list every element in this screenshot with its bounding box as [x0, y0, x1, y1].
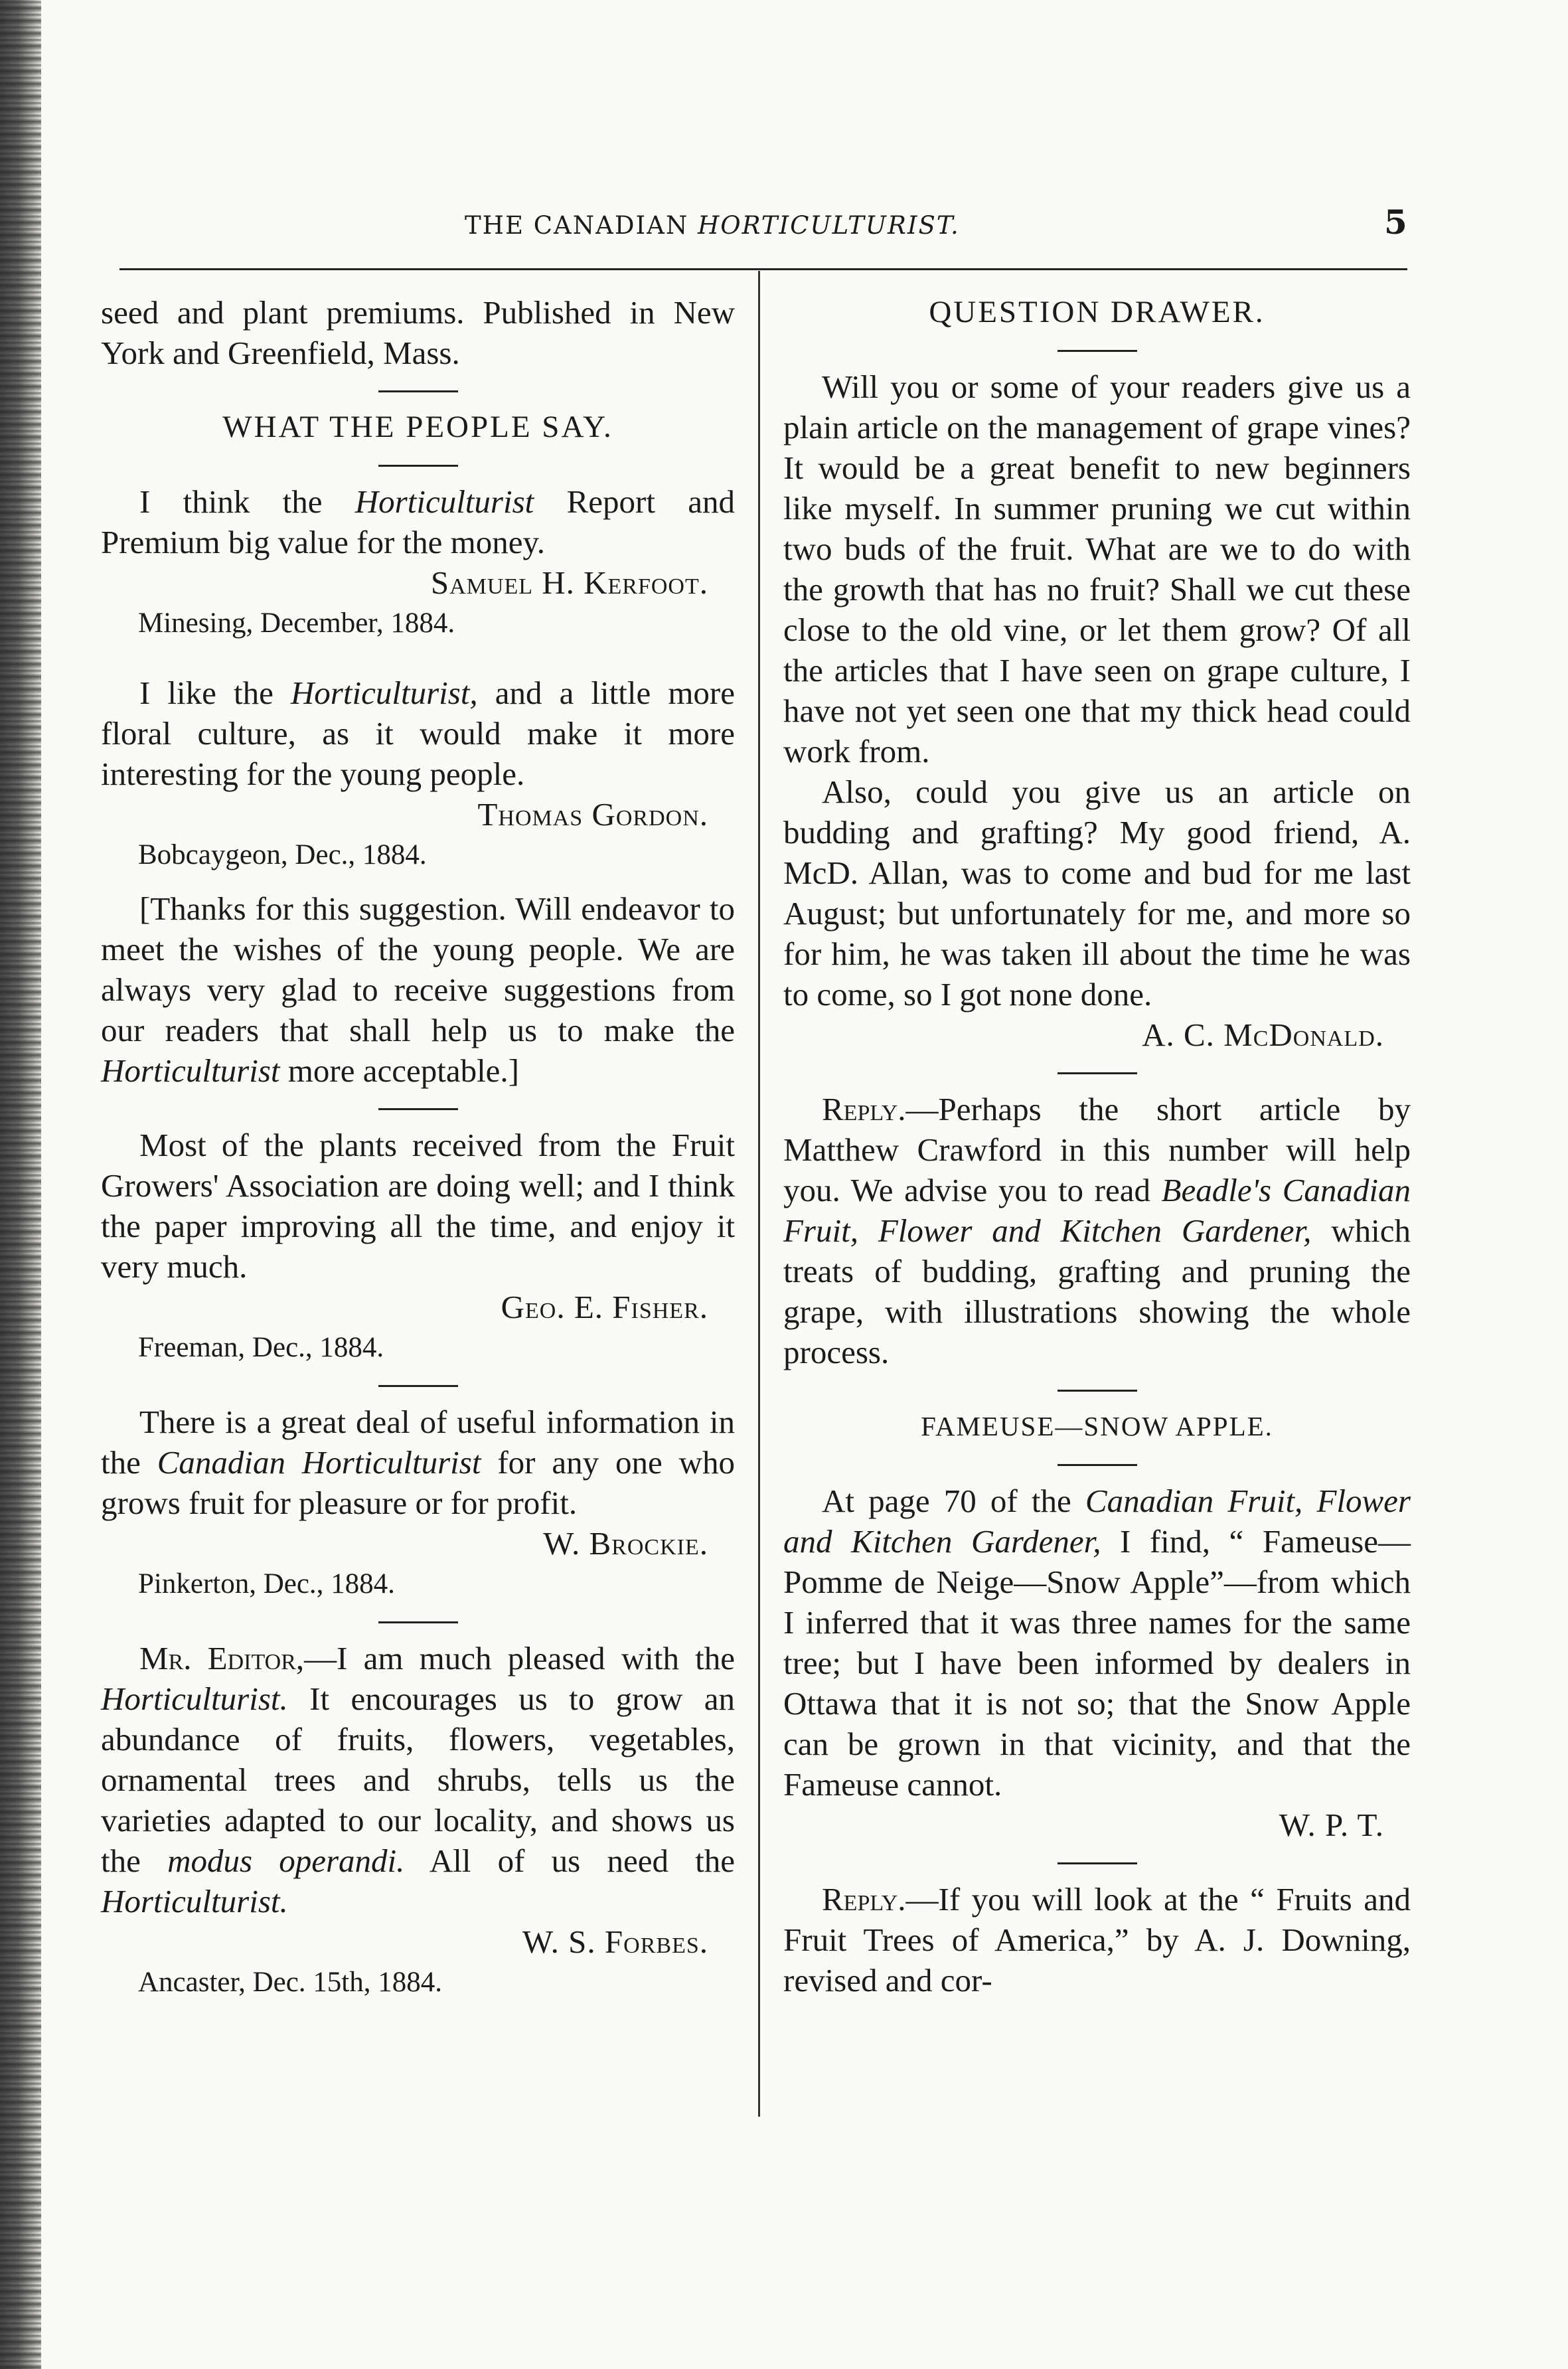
signature: W. S. Forbes.	[522, 1923, 708, 1960]
question-paragraph: At page 70 of the Canadian Fruit, Flower and Kitchen Gardener, I find, “ Fameuse—Pomme de Neige—Snow Apple”—from which I inferred that it was three names for the same tree; but I have been informed by dealers in Ottawa that it is not so; that the Snow Apple can be grown in that vicinity, and that the Fameuse cannot.	[783, 1483, 1411, 1803]
left-column	[101, 292, 735, 2016]
page-number: 5	[1384, 203, 1407, 242]
reply-paragraph: Reply.—If you will look at the “ Fruits and Fruit Trees of America,” by A. J. Downing, revised and cor-	[783, 1881, 1411, 1999]
section-heading: QUESTION DRAWER.	[929, 295, 1265, 329]
page-binding-edge	[0, 0, 41, 2369]
signature: Geo. E. Fisher.	[501, 1289, 708, 1325]
signature: A. C. McDonald.	[1142, 1017, 1384, 1053]
section-rule	[1058, 1390, 1137, 1392]
question-paragraph: Will you or some of your readers give us a plain article on the management of grape vines? It would be a great benefit to new beginners like myself. In summer pruning we cut within two buds of the fruit. What are we to do with the growth that has no fruit? Shall we cut these close to the old vine, or let them grow? Of all the articles that I have seen on grape culture, I have not yet seen one that my thick head could work from.	[783, 368, 1411, 770]
place-date: Ancaster, Dec. 15th, 1884.	[138, 1967, 443, 1998]
section-rule	[1058, 1464, 1137, 1466]
signature: W. Brockie.	[543, 1525, 708, 1562]
right-column	[783, 292, 1411, 2001]
section-heading: WHAT THE PEOPLE SAY.	[222, 410, 613, 444]
paragraph-continued: seed and plant premiums. Published in New York and Greenfield, Mass.	[101, 294, 735, 371]
question-paragraph: Also, could you give us an article on budding and grafting? My good friend, A. McD. Allan, was to come and bud for me last August; but unfortunately for me, and more so for him, he was taken ill about the time he was to come, so I got none done.	[783, 774, 1411, 1013]
letter-paragraph: I like the Horticulturist, and a little more floral culture, as it would make it more interesting for the young people.	[101, 675, 736, 792]
place-date: Freeman, Dec., 1884.	[138, 1332, 384, 1363]
section-rule	[1058, 350, 1137, 352]
place-date: Bobcaygeon, Dec., 1884.	[138, 839, 427, 870]
section-rule	[1058, 1862, 1137, 1864]
letter-paragraph: Mr. Editor,—I am much pleased with the Horticulturist. It encourages us to grow an abundance of fruits, flowers, vegetables, ornamental trees and shrubs, tells us the varieties adapted to our locality, and shows us the modus operandi. All of us need the Horticulturist.	[101, 1640, 735, 1920]
header-rule	[119, 268, 1407, 270]
section-rule	[378, 1385, 458, 1387]
section-heading: FAMEUSE—SNOW APPLE.	[921, 1411, 1273, 1441]
section-rule	[378, 390, 458, 392]
section-rule	[1058, 1072, 1137, 1074]
running-head-title: HORTICULTURIST.	[697, 211, 960, 240]
section-rule	[378, 465, 458, 467]
section-rule	[378, 1108, 458, 1110]
reply-paragraph: Reply.—Perhaps the short article by Matthew Crawford in this number will help you. We advise you to read Beadle's Canadian Fruit, Flower and Kitchen Gardener, which treats of budding, grafting and pruning the grape, with illustrations showing the whole process.	[783, 1091, 1411, 1370]
signature: Samuel H. Kerfoot.	[430, 564, 708, 601]
letter-paragraph: There is a great deal of useful information in the Canadian Horticulturist for any one who grows fruit for pleasure or for profit.	[101, 1404, 735, 1521]
signature: W. P. T.	[1279, 1807, 1384, 1843]
running-head-text: THE CANADIAN	[465, 211, 698, 240]
column-divider	[758, 271, 760, 2117]
letter-paragraph: Most of the plants received from the Fruit Growers' Association are doing well; and I think the paper improving all the time, and enjoy it very much.	[101, 1127, 735, 1285]
letter-paragraph: I think the Horticulturist Report and Premium big value for the money.	[101, 483, 735, 560]
section-rule	[378, 1621, 458, 1623]
signature: Thomas Gordon.	[477, 796, 708, 833]
place-date: Pinkerton, Dec., 1884.	[138, 1568, 395, 1599]
running-head	[465, 211, 960, 240]
place-date: Minesing, December, 1884.	[138, 608, 455, 639]
editor-note: [Thanks for this suggestion. Will endeavor to meet the wishes of the young people. We are always very glad to receive suggestions from our readers that shall help us to make the Horticulturist more acceptable.]	[101, 890, 735, 1089]
